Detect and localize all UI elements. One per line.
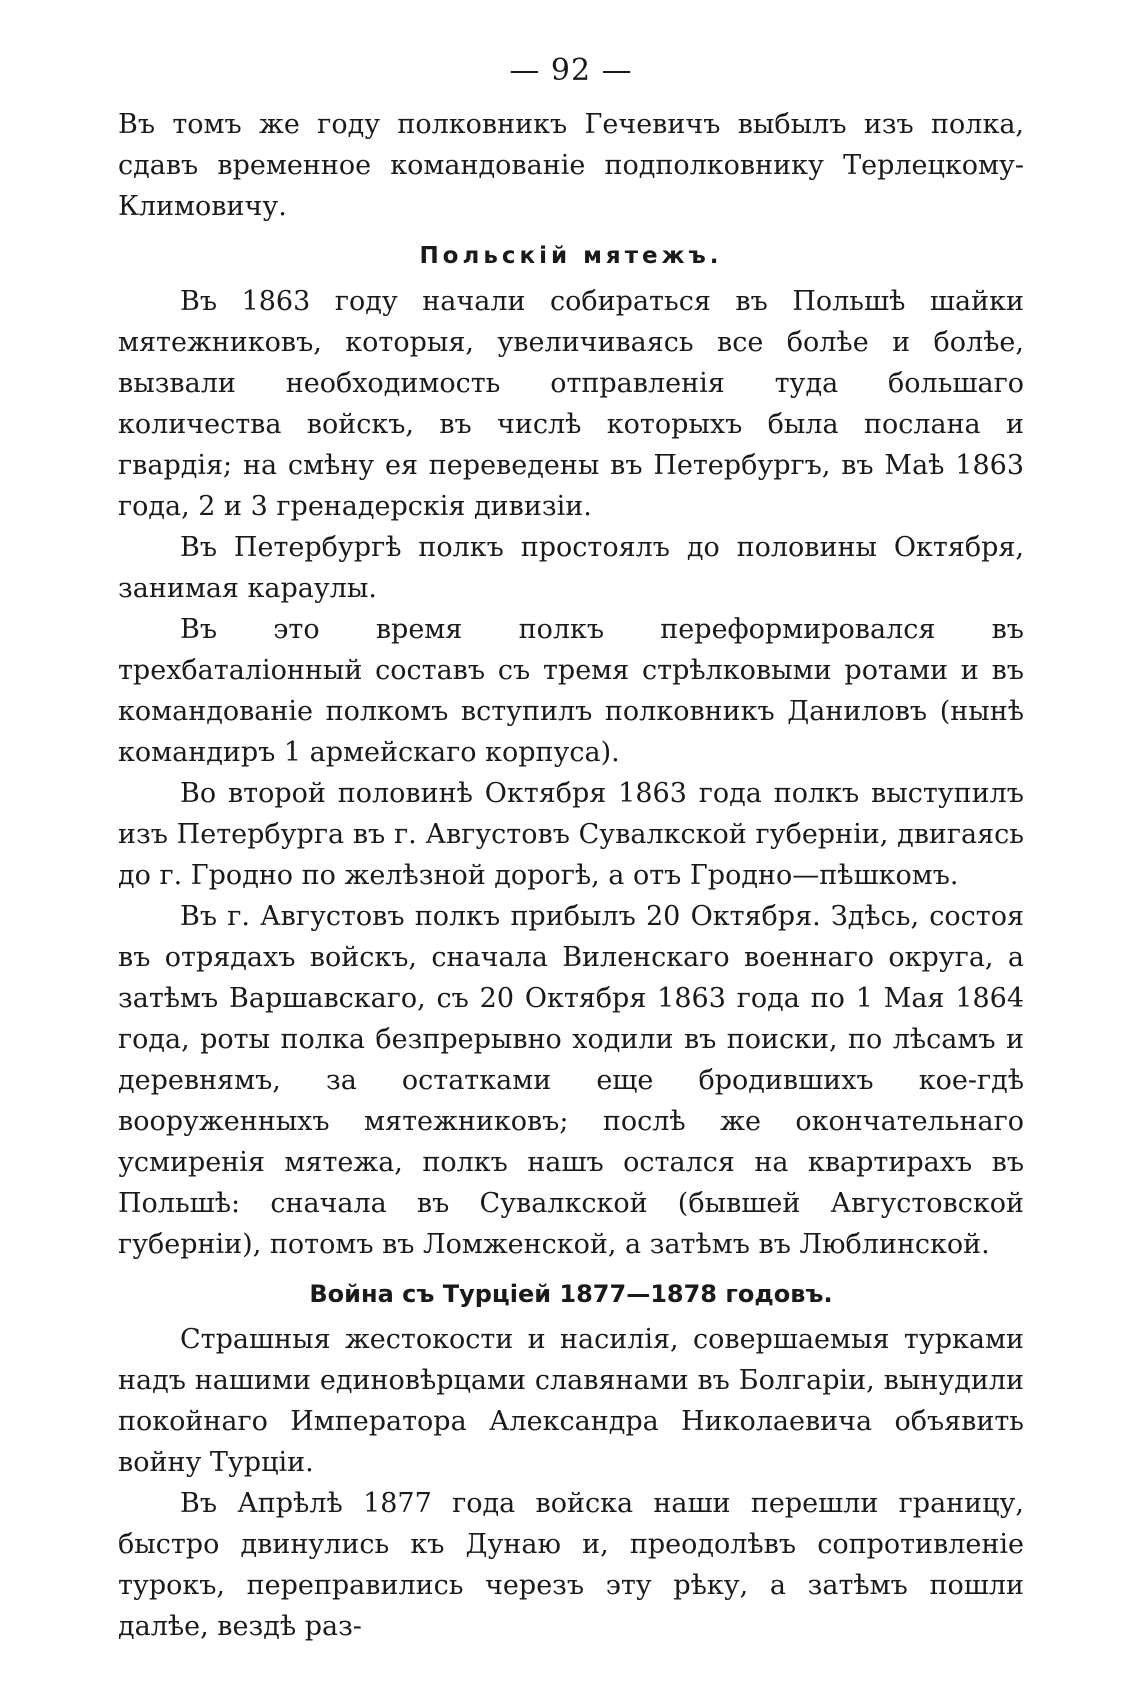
paragraph-reformation: Въ это время полкъ переформировался въ трехбаталіонный составъ съ тремя стрѣлковыми ротами и въ командованіе полкомъ вступилъ полковникъ Даниловъ (нынѣ командиръ 1 армейскаго корпуса). <box>118 614 1024 768</box>
paragraph-turkish-atrocities: Страшныя жестокости и насилія, совершаемыя турками надъ нашими единовѣрцами славянами въ Болгаріи, вынудили покойнаго Императора Александра Николаевича объявить войну Турціи. <box>118 1324 1024 1478</box>
paragraph-petersburg-guard: Въ Петербургѣ полкъ простоялъ до половины Октября, занимая караулы. <box>118 532 1024 604</box>
document-page <box>118 52 1024 1647</box>
paragraph-1863-uprising: Въ 1863 году начали собираться въ Польшѣ шайки мятежниковъ, которыя, увеличиваясь все болѣе и болѣе, вызвали необходимость отправленія туда большаго количества войскъ, въ числѣ которыхъ была послана и гвардія; на смѣну ея переведены въ Петербургъ, въ Маѣ 1863 года, 2 и 3 гренадерскія дивизіи. <box>118 286 1024 522</box>
paragraph-april-1877: Въ Апрѣлѣ 1877 года войска наши перешли границу, быстро двинулись къ Дунаю и, преодолѣвъ сопротивленіе турокъ, переправились черезъ эту рѣку, а затѣмъ пошли далѣе, вездѣ раз- <box>118 1488 1024 1642</box>
paragraph-gechevich: Въ томъ же году полковникъ Гечевичъ выбылъ изъ полка, сдавъ временное командованіе подполковнику Терлецкому-Климовичу. <box>118 109 1024 222</box>
section-heading-polish-uprising: Польскій мятежъ. <box>419 243 723 269</box>
paragraph-avgustov-service: Въ г. Августовъ полкъ прибылъ 20 Октября. Здѣсь, состоя въ отрядахъ войскъ, сначала Виленскаго военнаго округа, а затѣмъ Варшавскаго, съ 20 Октября 1863 года по 1 Мая 1864 года, роты полка безпрерывно ходили въ поиски, по лѣсамъ и деревнямъ, за остатками еще бродившихъ кое-гдѣ вооруженныхъ мятежниковъ; послѣ же окончательнаго усмиренія мятежа, полкъ нашъ остался на квартирахъ въ Польшѣ: сначала въ Сувалкской (бывшей Августовской губерніи), потомъ въ Ломженской, а затѣмъ въ Люблинской. <box>118 901 1024 1260</box>
section-heading-turkish-war: Война съ Турціей 1877—1878 годовъ. <box>309 1280 833 1308</box>
page-number: — 92 — <box>509 53 633 88</box>
paragraph-march-to-avgustov: Во второй половинѣ Октября 1863 года полкъ выступилъ изъ Петербурга въ г. Августовъ Сувалкской губерніи, двигаясь до г. Гродно по желѣзной дорогѣ, а отъ Гродно—пѣшкомъ. <box>118 778 1024 891</box>
